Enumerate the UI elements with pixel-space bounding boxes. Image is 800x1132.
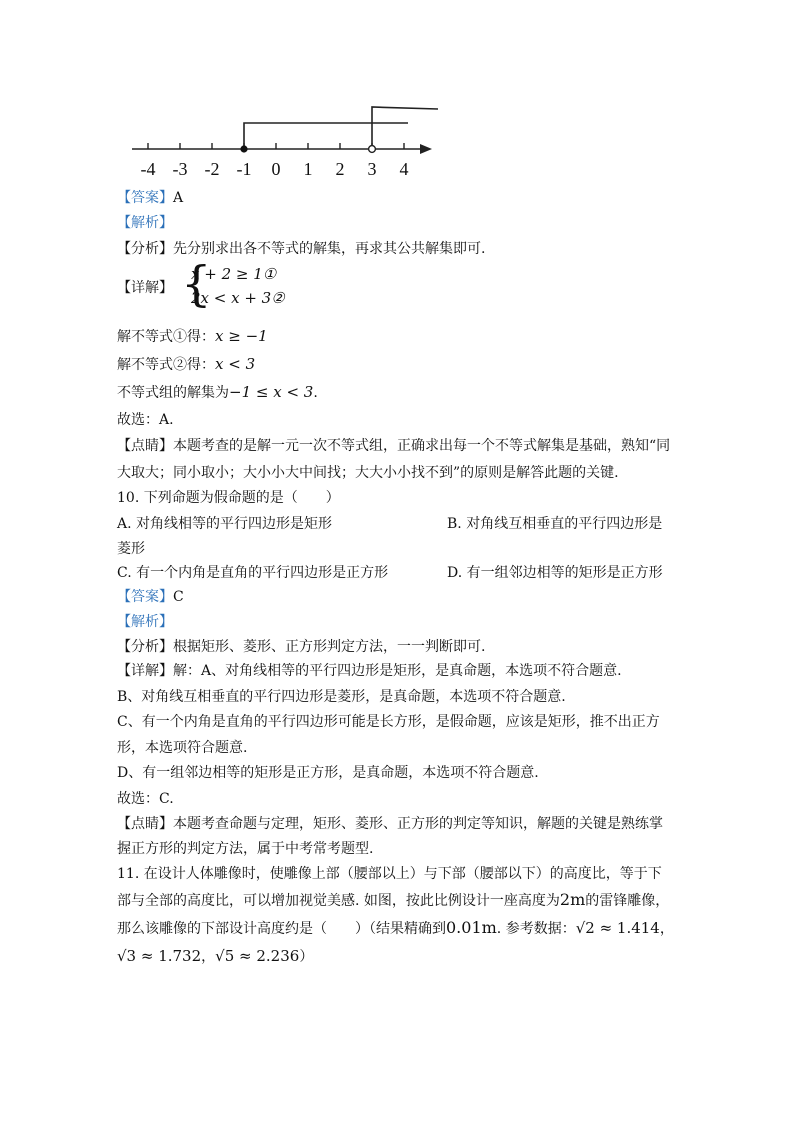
detail-c-text-1: C、有一个内角是直角的平行四边形可能是长方形，是假命题，应该是矩形，推不出正方	[117, 714, 660, 730]
choose-text: 故选：C.	[117, 791, 174, 807]
answer-tag: 【答案】	[117, 589, 173, 605]
q9-analysis-line	[117, 213, 173, 233]
answer-tag: 【答案】	[117, 190, 173, 206]
tick-label: 4	[399, 159, 409, 179]
q9-answer-line	[117, 188, 183, 208]
option-c-text: C. 有一个内角是直角的平行四边形是正方形	[117, 565, 389, 581]
q11-sqrt2: √2 ≈ 1.414	[575, 919, 660, 937]
q11-line-3	[117, 918, 674, 939]
q11-line-1	[117, 864, 662, 884]
detail-a-text: 解：A、对角线相等的平行四边形是矩形，是真命题，本选项不符合题意.	[173, 663, 622, 679]
q11-text-3a: 那么该雕像的下部设计高度约是（ ）（结果精确到	[117, 921, 446, 937]
set-label: 不等式组的解集为	[117, 385, 229, 401]
q11-sep: ，	[201, 949, 216, 965]
q11-precision: 0.01m	[446, 918, 497, 937]
q9-choose-line	[117, 410, 174, 430]
q9-fenxi-line	[117, 239, 485, 259]
q11-height: 2m	[559, 890, 586, 909]
solid-point	[240, 145, 247, 152]
inequality-1: x + 2 ≥ 1①	[191, 265, 277, 283]
solve1-math: x ≥ −1	[215, 327, 268, 345]
q10-option-b-cont	[117, 539, 145, 559]
dianjing-tag: 【点睛】	[117, 816, 173, 832]
fenxi-tag: 【分析】	[117, 241, 173, 257]
q11-text-3b: . 参考数据：	[496, 921, 576, 937]
q10-choose-line	[117, 789, 174, 809]
axis-arrow	[420, 144, 432, 154]
fenxi-tag: 【分析】	[117, 639, 173, 655]
q11-text-2b: 的雷锋雕像，	[585, 893, 670, 909]
q11-text-1: 11. 在设计人体雕像时，使雕像上部（腰部以上）与下部（腰部以下）的高度比，等于下	[117, 866, 662, 882]
dianjing-text-2: 握正方形的判定方法，属于中考常考题型.	[117, 841, 374, 857]
q10-dianjing-line-2	[117, 839, 373, 859]
tick-label: -1	[236, 159, 252, 179]
answer-value: C	[173, 589, 184, 605]
solution-line-x-lt-3	[372, 107, 438, 149]
fenxi-text: 根据矩形、菱形、正方形判定方法，一一判断即可.	[173, 639, 486, 655]
detail-d-text: D、有一组邻边相等的矩形是正方形，是真命题，本选项不符合题意.	[117, 765, 539, 781]
option-b-text-1: B. 对角线互相垂直的平行四边形是	[447, 516, 663, 532]
analysis-tag: 【解析】	[117, 215, 173, 231]
q9-solve1-line	[117, 326, 268, 347]
set-end: .	[313, 385, 318, 401]
q10-option-c	[117, 563, 388, 583]
dianjing-text-1: 本题考查命题与定理，矩形、菱形、正方形的判定等知识，解题的关键是熟练掌	[173, 816, 663, 832]
q11-sqrt3: √3 ≈ 1.732	[117, 947, 202, 965]
number-line-figure	[120, 95, 450, 185]
tick-label: 1	[303, 159, 313, 179]
q9-set-line	[117, 382, 318, 403]
q11-end: ）	[299, 949, 314, 965]
q10-detail-d	[117, 763, 539, 783]
solve2-math: x < 3	[215, 355, 256, 373]
option-b-text-2: 菱形	[117, 541, 145, 557]
q10-option-b	[447, 514, 662, 534]
q10-option-d	[447, 563, 663, 583]
q11-sqrt5: √5 ≈ 2.236	[215, 947, 300, 965]
q10-answer-line	[117, 587, 184, 607]
detail-tag: 【详解】	[117, 280, 173, 296]
detail-c-text-2: 形，本选项符合题意.	[117, 740, 248, 756]
system-brace: {	[181, 256, 212, 312]
dianjing-text-2: 大取大；同小取小；大小小大中间找；大大小小找不到”的原则是解答此题的关键.	[117, 465, 619, 481]
q11-text-3c: ，	[659, 921, 674, 937]
choose-text: 故选：A.	[117, 412, 174, 428]
q9-dianjing-line-1	[117, 436, 670, 456]
analysis-tag: 【解析】	[117, 614, 173, 630]
q10-detail-b	[117, 687, 566, 707]
tick-label: -4	[140, 159, 156, 179]
q11-line-4	[117, 946, 313, 967]
solve1-label: 解不等式①得：	[117, 329, 215, 345]
q10-dianjing-line-1	[117, 814, 663, 834]
q10-option-a	[117, 514, 332, 534]
tick-label: -2	[204, 159, 220, 179]
answer-value: A	[173, 190, 184, 206]
inequality-2: 2x < x + 3②	[191, 289, 285, 307]
q11-line-2	[117, 890, 669, 911]
q10-fenxi-line	[117, 637, 485, 657]
option-a-text: A. 对角线相等的平行四边形是矩形	[117, 516, 333, 532]
detail-tag: 【详解】	[117, 663, 173, 679]
fenxi-text: 先分别求出各不等式的解集，再求其公共解集即可.	[173, 241, 486, 257]
q10-stem-text: 10. 下列命题为假命题的是（ ）	[117, 490, 340, 506]
tick-label: -3	[172, 159, 188, 179]
tick-label: 3	[367, 159, 377, 179]
detail-b-text: B、对角线互相垂直的平行四边形是菱形，是真命题，本选项不符合题意.	[117, 689, 566, 705]
q11-text-2a: 部与全部的高度比，可以增加视觉美感. 如图，按此比例设计一座高度为	[117, 893, 560, 909]
q10-stem	[117, 488, 340, 508]
q10-detail-a	[117, 661, 622, 681]
set-math: −1 ≤ x < 3	[229, 383, 314, 401]
q9-solve2-line	[117, 354, 255, 375]
open-point	[369, 146, 376, 153]
dianjing-tag: 【点睛】	[117, 438, 173, 454]
q10-detail-c-2	[117, 738, 247, 758]
solution-line-x-ge-minus-1	[244, 123, 408, 149]
dianjing-text-1: 本题考查的是解一元一次不等式组，正确求出每一个不等式解集是基础，熟知“同	[173, 438, 671, 454]
q9-dianjing-line-2	[117, 463, 619, 483]
tick-label: 2	[335, 159, 345, 179]
solve2-label: 解不等式②得：	[117, 357, 215, 373]
q10-analysis-line	[117, 612, 173, 632]
tick-label: 0	[271, 159, 281, 179]
option-d-text: D. 有一组邻边相等的矩形是正方形	[447, 565, 663, 581]
q10-detail-c-1	[117, 712, 660, 732]
